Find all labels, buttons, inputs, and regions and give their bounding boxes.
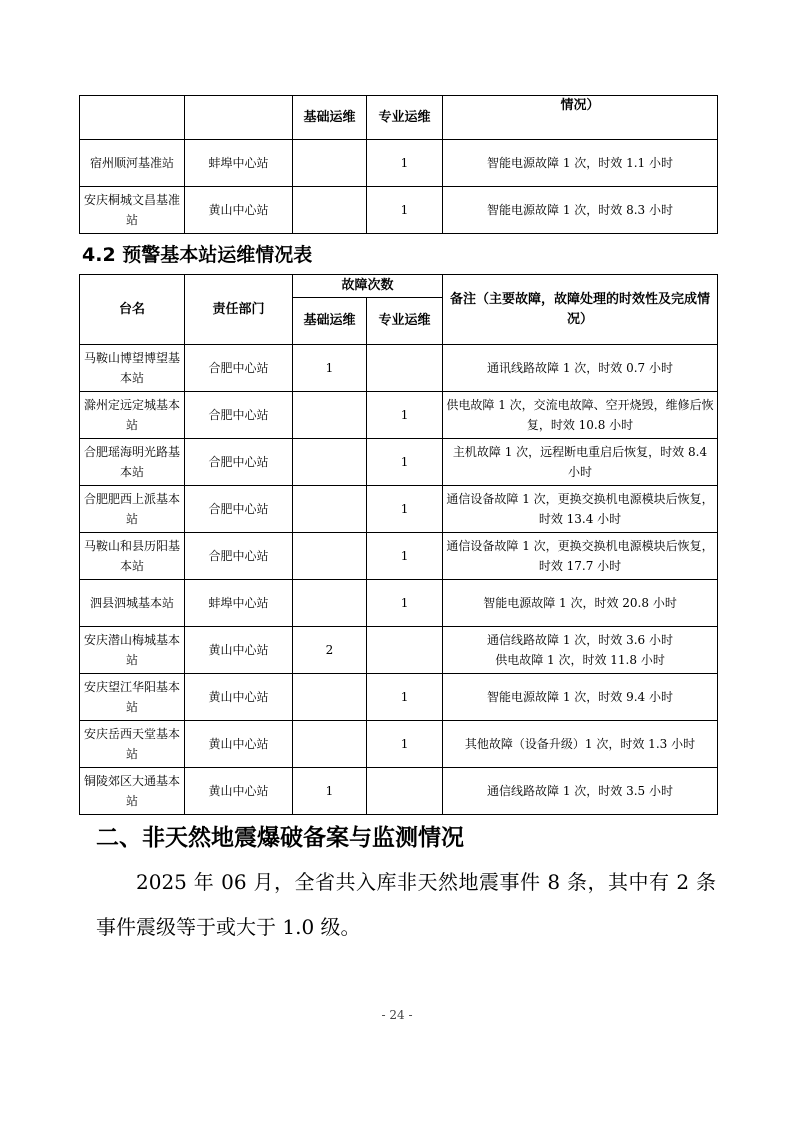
- table-header-row: [80, 96, 718, 140]
- pro-count: 1: [367, 439, 443, 486]
- header-cell-empty: [80, 96, 185, 140]
- note: 通讯线路故障 1 次，时效 0.7 小时: [443, 345, 718, 392]
- pro-count: [367, 768, 443, 815]
- header-basic: 基础运维: [293, 298, 367, 345]
- station-name: 马鞍山和县历阳基本站: [80, 533, 185, 580]
- dept: 黄山中心站: [185, 768, 293, 815]
- note-line: 通信线路故障 1 次，时效 3.6 小时: [487, 633, 673, 647]
- pro-count: [367, 345, 443, 392]
- dept: 合肥中心站: [185, 439, 293, 486]
- header-name: 台名: [80, 275, 185, 345]
- table-row: [80, 392, 718, 439]
- basic-count: [293, 533, 367, 580]
- page-number: - 24 -: [381, 1008, 413, 1022]
- header-basic: 基础运维: [293, 96, 367, 140]
- station-name: 安庆潜山梅城基本站: [80, 627, 185, 674]
- basic-count: [293, 140, 367, 187]
- station-name: 安庆岳西天堂基本站: [80, 721, 185, 768]
- pro-count: [367, 627, 443, 674]
- station-name: 滁州定远定城基本站: [80, 392, 185, 439]
- pro-count: 1: [367, 187, 443, 234]
- table-header-row: [80, 275, 718, 298]
- basic-count: [293, 721, 367, 768]
- basic-count: [293, 486, 367, 533]
- station-name: 宿州顺河基准站: [80, 140, 185, 187]
- note: 主机故障 1 次，远程断电重启后恢复，时效 8.4 小时: [443, 439, 718, 486]
- table-row: [80, 533, 718, 580]
- table-row: [80, 768, 718, 815]
- basic-count: 1: [293, 345, 367, 392]
- basic-count: [293, 392, 367, 439]
- station-name: 马鞍山博望博望基本站: [80, 345, 185, 392]
- pro-count: 1: [367, 392, 443, 439]
- pro-count: 1: [367, 580, 443, 627]
- section-heading: 4.2 预警基本站运维情况表: [82, 244, 313, 266]
- note: 智能电源故障 1 次，时效 8.3 小时: [443, 187, 718, 234]
- note-line: 供电故障 1 次，时效 11.8 小时: [495, 653, 665, 667]
- chapter-heading: 二、非天然地震爆破备案与监测情况: [96, 825, 464, 851]
- table-row: [80, 345, 718, 392]
- dept: 合肥中心站: [185, 533, 293, 580]
- basic-count: 2: [293, 627, 367, 674]
- header-fault-count: 故障次数: [293, 275, 443, 298]
- pro-count: 1: [367, 533, 443, 580]
- dept: 黄山中心站: [185, 627, 293, 674]
- table-row: [80, 580, 718, 627]
- header-note: 备注（主要故障，故障处理的时效性及完成情况）: [443, 275, 718, 345]
- basic-count: [293, 439, 367, 486]
- basic-count: 1: [293, 768, 367, 815]
- pro-count: 1: [367, 674, 443, 721]
- station-name: 安庆桐城文昌基准站: [80, 187, 185, 234]
- dept: 合肥中心站: [185, 345, 293, 392]
- dept: 黄山中心站: [185, 674, 293, 721]
- station-name: 泗县泗城基本站: [80, 580, 185, 627]
- table-row: [80, 627, 718, 674]
- note: 其他故障（设备升级）1 次，时效 1.3 小时: [443, 721, 718, 768]
- note: 智能电源故障 1 次，时效 20.8 小时: [443, 580, 718, 627]
- station-name: 合肥肥西上派基本站: [80, 486, 185, 533]
- note: [443, 627, 718, 674]
- dept: 蚌埠中心站: [185, 580, 293, 627]
- note: 供电故障 1 次，交流电故障、空开烧毁，维修后恢复，时效 10.8 小时: [443, 392, 718, 439]
- table-row: [80, 486, 718, 533]
- table-row: [80, 439, 718, 486]
- dept: 黄山中心站: [185, 721, 293, 768]
- note: 智能电源故障 1 次，时效 9.4 小时: [443, 674, 718, 721]
- header-pro: 专业运维: [367, 298, 443, 345]
- table-row: [80, 674, 718, 721]
- pro-count: 1: [367, 486, 443, 533]
- basic-count: [293, 187, 367, 234]
- header-dept: 责任部门: [185, 275, 293, 345]
- station-name: 安庆望江华阳基本站: [80, 674, 185, 721]
- basic-count: [293, 580, 367, 627]
- dept: 黄山中心站: [185, 187, 293, 234]
- dept: 蚌埠中心站: [185, 140, 293, 187]
- warning-station-table: [79, 274, 718, 815]
- station-name: 铜陵郊区大通基本站: [80, 768, 185, 815]
- pro-count: 1: [367, 140, 443, 187]
- header-pro: 专业运维: [367, 96, 443, 140]
- table-row: [80, 140, 718, 187]
- table-row: [80, 187, 718, 234]
- top-table-continuation: [79, 95, 718, 234]
- body-paragraph: 2025 年 06 月，全省共入库非天然地震事件 8 条，其中有 2 条事件震级等于或大于 1.0 级。: [96, 870, 716, 939]
- note: 通信设备故障 1 次，更换交换机电源模块后恢复，时效 17.7 小时: [443, 533, 718, 580]
- note: 通信线路故障 1 次，时效 3.5 小时: [443, 768, 718, 815]
- header-cell-empty: [185, 96, 293, 140]
- header-note: 情况）: [443, 96, 718, 140]
- station-name: 合肥瑶海明光路基本站: [80, 439, 185, 486]
- dept: 合肥中心站: [185, 486, 293, 533]
- dept: 合肥中心站: [185, 392, 293, 439]
- table-row: [80, 721, 718, 768]
- basic-count: [293, 674, 367, 721]
- pro-count: 1: [367, 721, 443, 768]
- note: 智能电源故障 1 次，时效 1.1 小时: [443, 140, 718, 187]
- note: 通信设备故障 1 次，更换交换机电源模块后恢复，时效 13.4 小时: [443, 486, 718, 533]
